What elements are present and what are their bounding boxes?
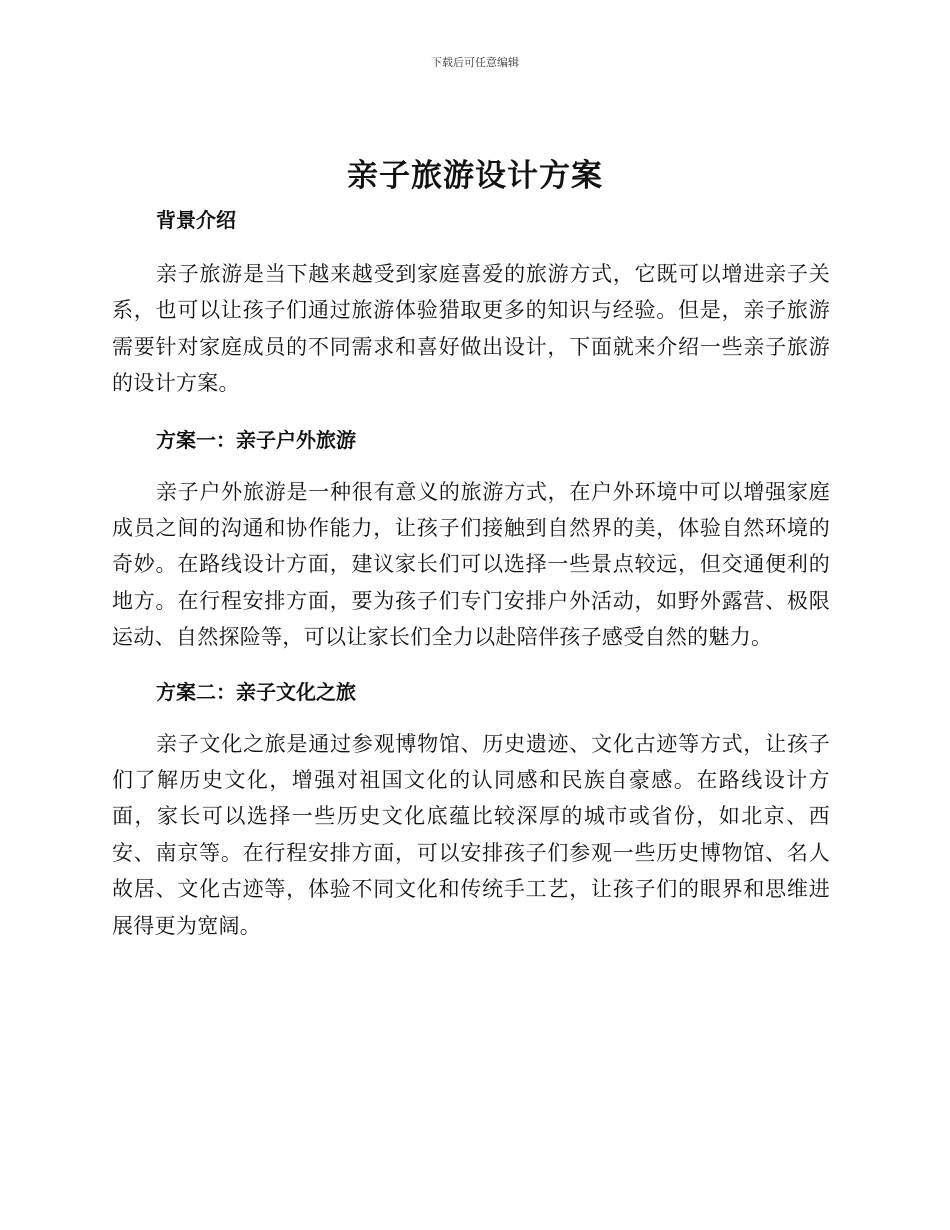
header-note: 下载后可任意编辑 xyxy=(431,56,519,69)
section-paragraph-plan-two: 亲子文化之旅是通过参观博物馆、历史遗迹、文化古迹等方式，让孩子们了解历史文化，增强对祖国文化的认同感和民族自豪感。在路线设计方面，家长可以选择一些历史文化底蕴比较深厚的城市或省份，如北京、西安、南京等。在行程安排方面，可以安排孩子们参观一些历史博物馆、名人故居、文化古迹等，体验不同文化和传统手工艺，让孩子们的眼界和思维进展得更为宽阔。 xyxy=(112,731,830,938)
section-paragraph-plan-one: 亲子户外旅游是一种很有意义的旅游方式，在户外环境中可以增强家庭成员之间的沟通和协作能力，让孩子们接触到自然界的美，体验自然环境的奇妙。在路线设计方面，建议家长们可以选择一些景点较远，但交通便利的地方。在行程安排方面，要为孩子们专门安排户外活动，如野外露营、极限运动、自然探险等，可以让家长们全力以赴陪伴孩子感受自然的魅力。 xyxy=(112,479,830,650)
section-heading-plan-one: 方案一：亲子户外旅游 xyxy=(156,427,356,452)
section-heading-plan-two: 方案二：亲子文化之旅 xyxy=(156,679,356,704)
section-paragraph-background: 亲子旅游是当下越来越受到家庭喜爱的旅游方式，它既可以增进亲子关系，也可以让孩子们通过旅游体验猎取更多的知识与经验。但是，亲子旅游需要针对家庭成员的不同需求和喜好做出设计，下面就来介绍一些亲子旅游的设计方案。 xyxy=(112,262,830,396)
document-title: 亲子旅游设计方案 xyxy=(347,158,603,194)
section-heading-background: 背景介绍 xyxy=(156,208,236,232)
document-body xyxy=(112,204,830,944)
